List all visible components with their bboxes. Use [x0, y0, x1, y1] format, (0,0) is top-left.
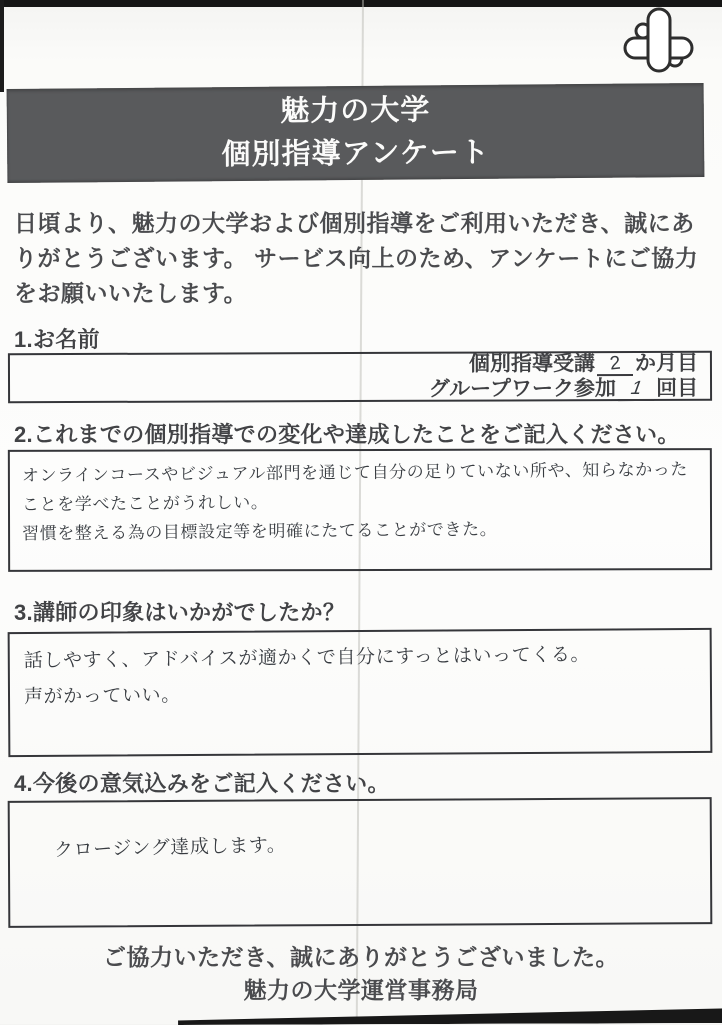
header-banner [7, 83, 705, 183]
handwritten-answer-line: オンラインコースやビジュアル部門を通じて自分の足りていない所や、知らなかった [21, 459, 689, 486]
name-answer-box [8, 351, 712, 403]
page-title-line1: 魅力の大学 [280, 94, 431, 128]
handwritten-answer-line: 習慣を整える為の目標設定等を明確にたてることができた。 [21, 519, 498, 544]
course-months-handwritten-value: 2 [608, 352, 622, 375]
left-scan-edge [0, 0, 4, 92]
bottom-scan-edge [178, 1007, 722, 1025]
groupwork-count-blank [618, 379, 654, 401]
q2-label: 2.これまでの個別指導での変化や達成したことをご記入ください。 [14, 422, 680, 447]
course-enrollment-line [469, 351, 698, 377]
footer-org-name: 魅力の大学運営事務局 [243, 977, 479, 1003]
course-enrollment-unit: か月目 [634, 351, 698, 376]
q4-label: 4.今後の意気込みをご記入ください。 [14, 771, 390, 796]
q1-label: 1.お名前 [14, 327, 100, 352]
course-months-blank [597, 354, 633, 376]
footer [0, 941, 722, 1007]
q3-answer-box [8, 628, 713, 757]
intro-text: 日頃より、魅力の大学および個別指導をご利用いただき、誠にありがとうございます。 サービス向上のため、アンケートにご協力をお願いいたします。 [14, 210, 699, 306]
page-title-line2: 個別指導アンケート [221, 136, 490, 172]
handwritten-answer-line: クロージング達成します。 [53, 834, 287, 862]
groupwork-count-handwritten-value: 1 [627, 378, 646, 400]
q4-answer-box [8, 797, 713, 928]
groupwork-label: グループワーク参加 [428, 377, 617, 401]
plus-cross-logo-icon [620, 6, 700, 86]
handwritten-answer-line: ことを学べたことがうれしい。 [21, 492, 269, 515]
course-enrollment-label: 個別指導受講 [468, 352, 595, 376]
groupwork-unit: 回目 [656, 376, 699, 400]
groupwork-participation-line [429, 376, 698, 402]
q3-label: 3.講師の印象はいかがでしたか？ [14, 600, 346, 625]
q2-answer-box [8, 448, 712, 572]
handwritten-answer-line: 話しやすく、アドバイスが適かくで自分にすっとはいってくる。 [23, 644, 591, 672]
footer-thanks-text: ご協力いただき、誠にありがとうございました。 [102, 944, 620, 970]
handwritten-answer-line: 声がかっていい。 [23, 685, 181, 708]
